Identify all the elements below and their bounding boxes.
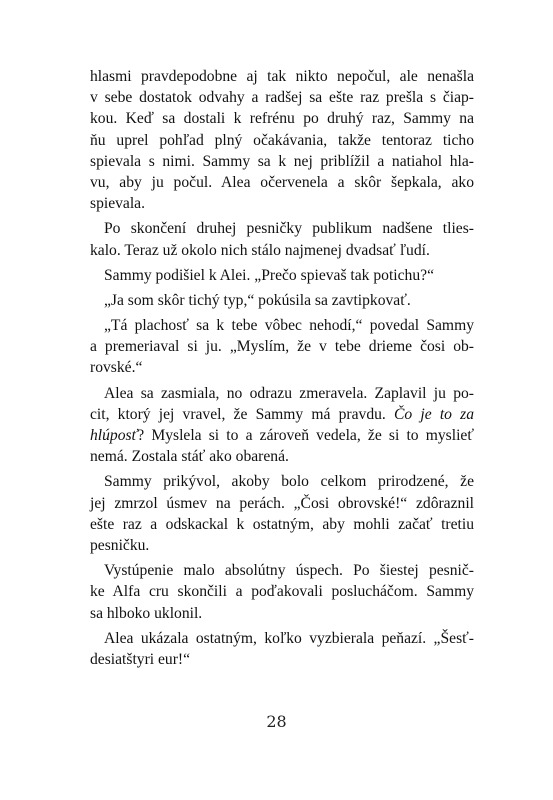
text-line: jej zmrzol úsmev na perách. „Čosi obrovské!“ zdôraznil <box>90 494 474 512</box>
text-line: „Tá plachosť sa k tebe vôbec nehodí,“ povedal Sammy <box>104 317 474 335</box>
paragraph <box>90 218 474 260</box>
text-line: pesničku. <box>90 536 150 554</box>
text-line: Vystúpenie malo absolútny úspech. Po šiestej pesnič- <box>104 562 474 580</box>
italic-text-run: hlúposť <box>90 427 138 444</box>
text-line: hlasmi pravdepodobne aj tak nikto nepočul, ale nenašla <box>90 68 474 85</box>
paragraph <box>90 560 474 624</box>
paragraph <box>90 66 474 214</box>
text-line: Sammy prikývol, akoby bolo celkom prirodzené, že <box>104 473 474 491</box>
text-line: a premeriaval si ju. „Myslím, že v tebe drieme čosi ob- <box>90 338 474 356</box>
paragraph <box>90 383 474 468</box>
text-line: ke Alfa cru skončili a poďakovali poslucháčom. Sammy <box>90 583 474 601</box>
text-line: rovské.“ <box>90 359 143 377</box>
paragraph <box>90 290 474 311</box>
paragraph <box>90 628 474 670</box>
paragraph <box>90 315 474 379</box>
text-line: Po skončení druhej pesničky publikum nadšene tlies- <box>104 220 474 238</box>
text-line: „Ja som skôr tichý typ,“ pokúsila sa zavtipkovať. <box>104 291 411 309</box>
text-line: spievala. <box>90 195 145 213</box>
text-line: kalo. Teraz už okolo nich stálo najmenej dvadsať ľudí. <box>90 241 430 259</box>
text-line: kou. Keď sa dostali k refrénu po druhý raz, Sammy na <box>90 110 474 128</box>
italic-text-run: Čo je to za <box>394 405 474 423</box>
paragraph <box>90 265 474 286</box>
text-line: desiatštyri eur!“ <box>90 650 191 668</box>
text-line: sa hlboko uklonil. <box>90 604 203 622</box>
paragraph <box>90 471 474 556</box>
text-run: Alea sa zasmiala, no odrazu zmeravela. Zaplavil ju po- <box>104 384 474 402</box>
body-text <box>90 66 474 670</box>
text-line <box>90 383 474 404</box>
text-line <box>90 425 474 446</box>
text-line: ešte raz a odskackal k ostatným, aby mohli začať tretiu <box>90 515 474 533</box>
text-line <box>90 446 474 467</box>
text-line: v sebe dostatok odvahy a radšej sa ešte raz prešla s čiap- <box>90 89 474 107</box>
text-line: Sammy podišiel k Alei. „Prečo spievaš tak potichu?“ <box>104 266 434 284</box>
text-line: ňu uprel pohľad plný očakávania, takže tentoraz ticho <box>90 131 474 149</box>
text-line: spievala s nimi. Sammy sa k nej priblížil a natiahol hla- <box>90 152 474 170</box>
text-line <box>90 404 474 425</box>
text-line: Alea ukázala ostatným, koľko vyzbierala peňazí. „Šesť- <box>104 629 474 647</box>
text-run: nemá. Zostala stáť ako obarená. <box>90 448 289 466</box>
text-run: ? Myslela si to a zároveň vedela, že si to myslieť <box>137 427 474 444</box>
text-run: cit, ktorý jej vravel, že Sammy má pravdu. <box>90 405 395 423</box>
text-line: vu, aby ju počul. Alea očervenela a skôr šepkala, ako <box>90 173 474 191</box>
page-number: 28 <box>266 712 287 731</box>
